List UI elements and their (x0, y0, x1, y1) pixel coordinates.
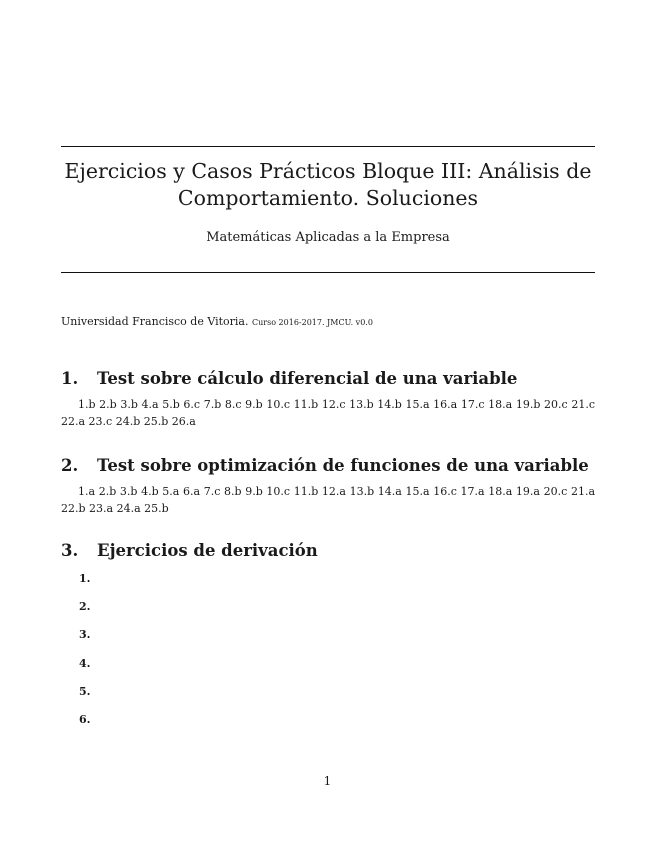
section-ejercicios-derivacion (61, 541, 595, 560)
exercise-item: 4. (79, 656, 91, 670)
exercise-item: 6. (79, 712, 91, 726)
section-title: Test sobre cálculo diferencial de una variable (97, 369, 518, 388)
section-number: 2. (61, 456, 79, 475)
section-heading (61, 541, 595, 560)
page-number: 1 (323, 774, 332, 788)
document-title-line2: Comportamiento. Soluciones (177, 186, 479, 210)
university-name: Universidad Francisco de Vitoria. (61, 315, 249, 328)
answer-key: 1.b 2.b 3.b 4.a 5.b 6.c 7.b 8.c 9.b 10.c 11.b 12.c 13.b 14.b 15.a 16.a 17.c 18.a 19.b 20.c 21.c 22.a 23.c 24.b 25.b 26.a (61, 398, 595, 428)
title-bottom-rule (61, 272, 595, 273)
exercise-item: 3. (79, 628, 91, 642)
course-info: Curso 2016-2017. JMCU. v0.0 (251, 318, 373, 327)
section-title: Ejercicios de derivación (97, 541, 318, 560)
answer-key: 1.a 2.b 3.b 4.b 5.a 6.a 7.c 8.b 9.b 10.c 11.b 12.a 13.b 14.a 15.a 16.c 17.a 18.a 19.a 20.c 21.a 22.b 23.a 24.a 25.b (61, 485, 595, 515)
section-title: Test sobre optimización de funciones de una variable (97, 456, 589, 475)
section-number: 1. (61, 369, 79, 388)
section-heading (61, 456, 595, 475)
affiliation (61, 315, 373, 328)
exercise-item: 1. (79, 572, 91, 585)
section-test-optimizacion (61, 456, 595, 517)
exercise-list (79, 572, 90, 741)
document-title (61, 158, 595, 212)
exercise-item: 5. (79, 684, 91, 698)
section-heading (61, 369, 595, 388)
document-title-line1: Ejercicios y Casos Prácticos Bloque III: Análisis de (64, 159, 592, 183)
section-test-calculo (61, 369, 595, 430)
title-top-rule (61, 146, 595, 147)
document-subtitle: Matemáticas Aplicadas a la Empresa (206, 230, 450, 245)
section-number: 3. (61, 541, 79, 560)
exercise-item: 2. (79, 600, 91, 614)
